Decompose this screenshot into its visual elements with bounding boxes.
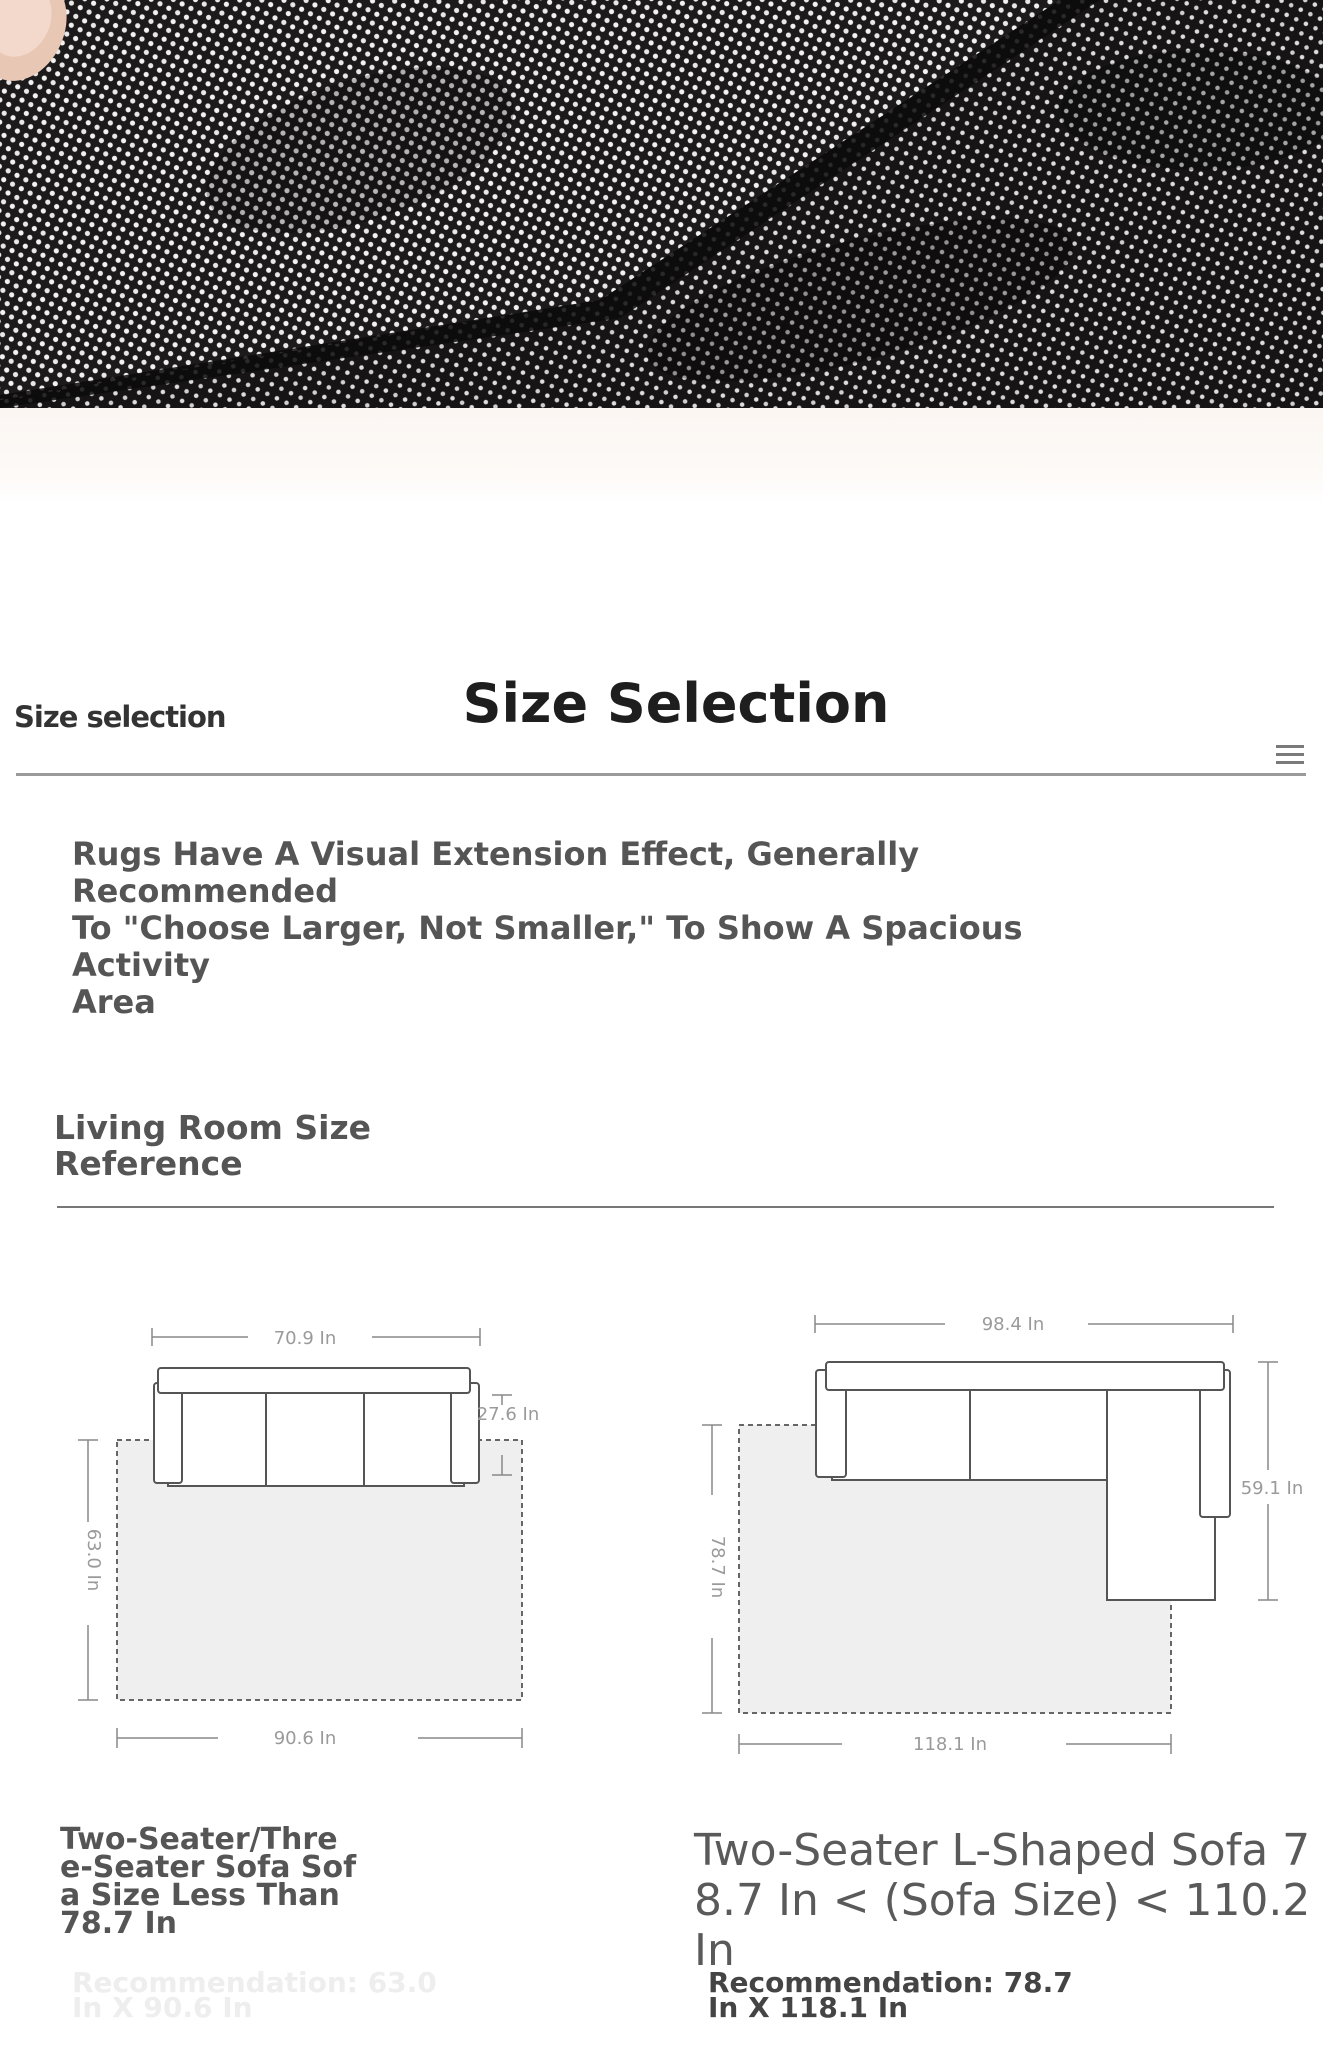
rug-photo [0,0,1323,408]
left-rug-depth-label: 63.0 In [83,1528,104,1592]
right-caption: Two-Seater L-Shaped Sofa 7 8.7 In < (Sofa Size) < 110.2 In [694,1825,1311,1976]
right-rug-width-label: 118.1 In [913,1734,987,1755]
left-caption: Two-Seater/Thre e-Seater Sofa Sof a Size Less Than 78.7 In [60,1822,357,1941]
rug-texture-image [0,0,1323,408]
size-diagrams [0,1290,1323,1770]
right-recommendation: Recommendation: 78.7 In X 118.1 In [708,1966,1073,2024]
living-room-heading: Living Room Size Reference [54,1108,372,1183]
intro-text: Rugs Have A Visual Extension Effect, Generally Recommended To "Choose Larger, Not Smaller," To Show A Spacious Activity Area [72,835,1023,1021]
right-rug-depth-label: 78.7 In [707,1535,728,1599]
diagram-right [702,1314,1303,1755]
section-tag: Size selection [14,700,226,734]
left-recommendation: Recommendation: 63.0 In X 90.6 In [72,1966,437,2024]
left-rug-width-label: 90.6 In [273,1728,337,1749]
page-title: Size Selection [462,672,890,735]
header-divider [16,773,1306,776]
hero-fade-band [0,408,1323,503]
left-sofa-depth-label: 27.6 In [476,1404,540,1425]
left-sofa [154,1368,479,1486]
right-sofa-depth-label: 59.1 In [1240,1478,1304,1499]
menu-icon[interactable] [1276,745,1304,767]
right-sofa-width-label: 98.4 In [981,1314,1045,1335]
living-room-divider [57,1206,1274,1208]
diagram-left [78,1328,539,1749]
left-sofa-width-label: 70.9 In [273,1328,337,1349]
